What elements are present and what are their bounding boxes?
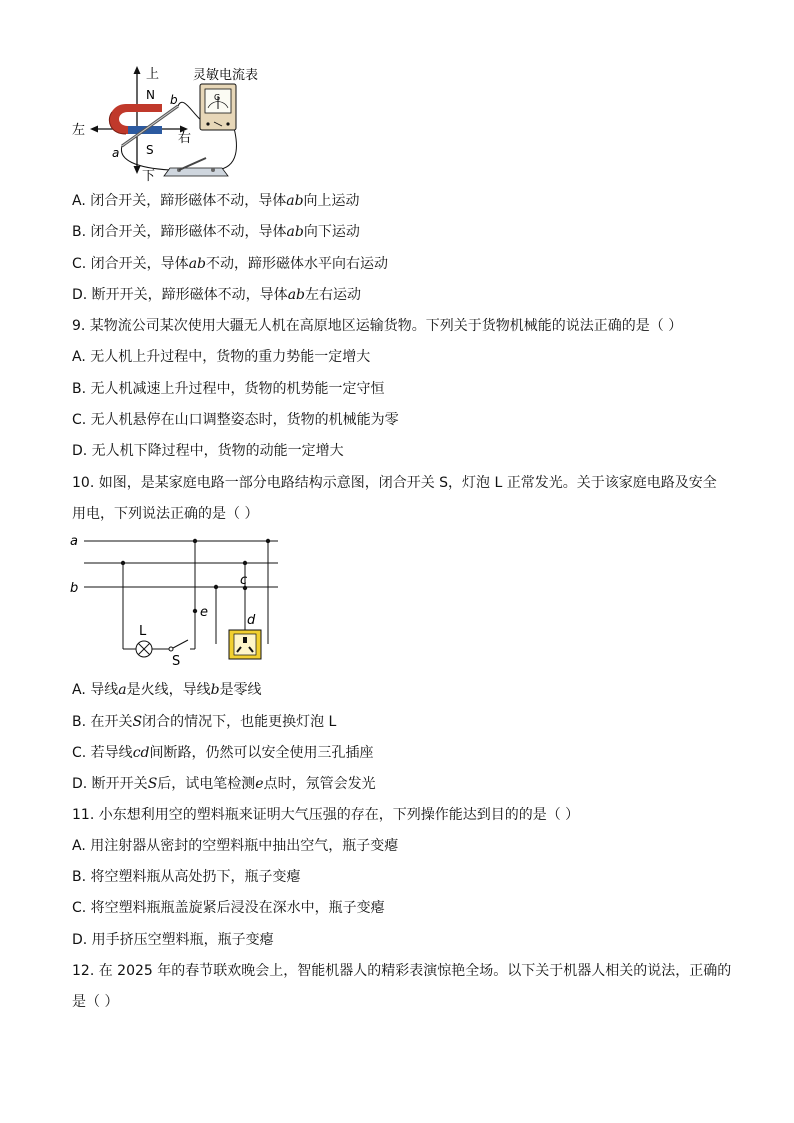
option-italic: cd: [132, 745, 150, 761]
option-text: 间断路，仍然可以安全使用三孔插座: [149, 745, 374, 761]
option-text: B. 闭合开关，蹄形磁体不动，导体: [72, 224, 287, 240]
q8-option-a[interactable]: [72, 191, 360, 211]
option-text: A. 导线: [72, 682, 119, 698]
q10-option-b[interactable]: [72, 712, 336, 732]
option-text: B. 在开关: [72, 714, 133, 730]
option-text: 闭合的情况下，也能更换灯泡 L: [142, 714, 337, 730]
household-circuit-figure: [66, 530, 286, 670]
direction-left-label: 左: [72, 123, 86, 138]
lamp-label: L: [139, 624, 147, 639]
point-e-label: e: [200, 605, 208, 620]
q9-stem: 9. 某物流公司某次使用大疆无人机在高原地区运输货物。下列关于货物机械能的说法正确的是（ ）: [72, 318, 683, 334]
horseshoe-magnet: [109, 104, 162, 134]
wire-b-label: b: [70, 581, 79, 596]
wire-a-label: a: [70, 534, 78, 549]
option-text: 后，试电笔检测: [157, 776, 256, 792]
q8-option-b[interactable]: [72, 222, 360, 242]
direction-up-label: 上: [146, 67, 160, 82]
q10-option-d[interactable]: [72, 774, 376, 794]
q10-option-c[interactable]: [72, 743, 374, 763]
option-text: 向上运动: [303, 193, 360, 209]
option-italic: ab: [287, 287, 305, 303]
q11-option-b[interactable]: B. 将空塑料瓶从高处扔下，瓶子变瘪: [72, 869, 301, 885]
point-d-label: d: [247, 613, 256, 628]
q9-option-b[interactable]: B. 无人机减速上升过程中，货物的机势能一定守恒: [72, 381, 385, 397]
magnet-north-label: N: [146, 88, 155, 102]
q8-option-c[interactable]: [72, 254, 388, 274]
option-italic: ab: [286, 193, 304, 209]
conductor-end-a-label: a: [112, 146, 120, 160]
switch-icon: [169, 640, 188, 651]
option-text: 是零线: [219, 682, 262, 698]
conductor-end-b-label: b: [170, 93, 178, 107]
option-text: A. 闭合开关，蹄形磁体不动，导体: [72, 193, 287, 209]
galvanometer-label: 灵敏电流表: [193, 68, 259, 83]
q9-option-d[interactable]: D. 无人机下降过程中，货物的动能一定增大: [72, 443, 344, 459]
option-italic: S: [147, 776, 158, 792]
q12-stem-line1: 12. 在 2025 年的春节联欢晚会上，智能机器人的精彩表演惊艳全场。以下关于机器人相关的说法，正确的: [72, 963, 732, 979]
direction-right-label: 右: [178, 131, 192, 146]
option-italic: ab: [286, 224, 304, 240]
option-text: 左右运动: [305, 287, 361, 303]
galvanometer-letter: G: [214, 93, 221, 102]
magnet-south-label: S: [146, 143, 154, 157]
option-text: C. 闭合开关，导体: [72, 256, 189, 272]
lamp-icon: [136, 641, 152, 657]
electromagnetic-induction-figure: [66, 62, 286, 186]
q11-stem: 11. 小东想利用空的塑料瓶来证明大气压强的存在，下列操作能达到目的的是（ ）: [72, 807, 580, 823]
option-italic: a: [118, 682, 127, 698]
q11-option-c[interactable]: C. 将空塑料瓶瓶盖旋紧后浸没在深水中，瓶子变瘪: [72, 900, 385, 916]
option-text: 点时，氖管会发光: [263, 776, 376, 792]
q10-option-a[interactable]: [72, 680, 262, 700]
option-text: 不动，蹄形磁体水平向右运动: [206, 256, 388, 272]
q10-stem-line2: 用电，下列说法正确的是（ ）: [72, 506, 259, 522]
option-text: D. 断开开关: [72, 776, 148, 792]
option-italic: ab: [188, 256, 206, 272]
q8-option-d[interactable]: [72, 285, 361, 305]
option-text: C. 若导线: [72, 745, 133, 761]
q10-stem-line1: 10. 如图，是某家庭电路一部分电路结构示意图，闭合开关 S，灯泡 L 正常发光。关于该家庭电路及安全: [72, 475, 717, 491]
option-text: 是火线，导线: [126, 682, 211, 698]
switch-label: S: [172, 654, 181, 669]
option-italic: S: [132, 714, 143, 730]
option-text: 向下运动: [303, 224, 360, 240]
q11-option-d[interactable]: D. 用手挤压空塑料瓶，瓶子变瘪: [72, 932, 274, 948]
knife-switch: [164, 158, 228, 176]
q9-option-c[interactable]: C. 无人机悬停在山口调整姿态时，货物的机械能为零: [72, 412, 399, 428]
option-italic: b: [210, 682, 220, 698]
direction-down-label: 下: [142, 169, 156, 184]
point-c-label: c: [240, 573, 248, 588]
three-hole-socket-icon: [229, 630, 261, 659]
q9-option-a[interactable]: A. 无人机上升过程中，货物的重力势能一定增大: [72, 349, 371, 365]
q11-option-a[interactable]: A. 用注射器从密封的空塑料瓶中抽出空气，瓶子变瘪: [72, 838, 399, 854]
option-italic: e: [255, 776, 264, 792]
galvanometer: [200, 84, 236, 130]
q12-stem-line2: 是（ ）: [72, 994, 119, 1010]
option-text: D. 断开开关，蹄形磁体不动，导体: [72, 287, 288, 303]
